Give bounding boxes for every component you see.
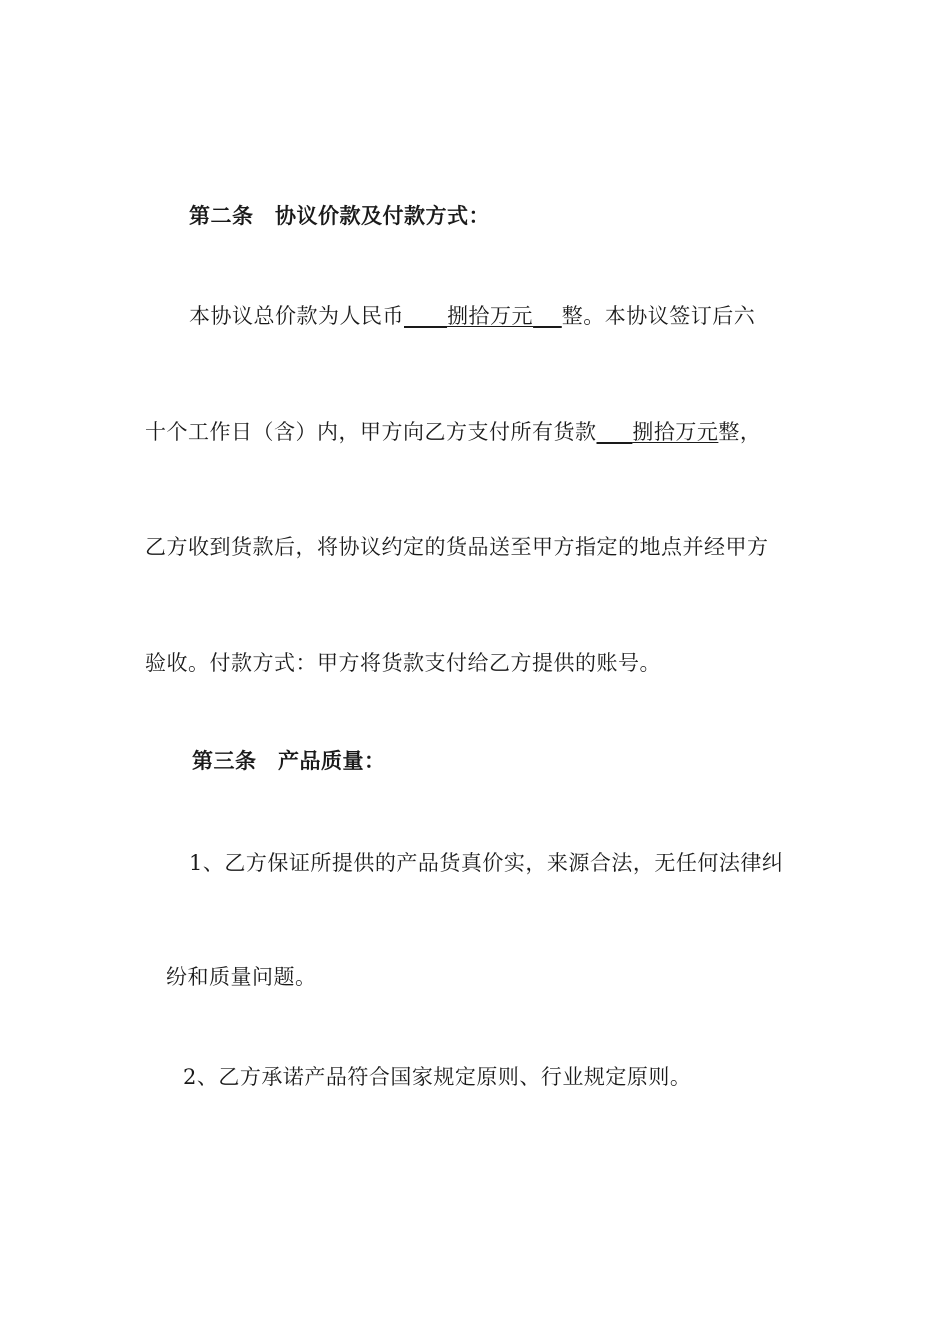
article-3-item-1-line-1: 1、乙方保证所提供的产品货真价实，来源合法，无任何法律纠 bbox=[189, 851, 784, 875]
article-2-line-1-after: 整。本协议签订后六 bbox=[561, 304, 756, 328]
article-3-item-1-line-2: 纷和质量问题。 bbox=[166, 965, 317, 989]
article-2-heading: 第二条 协议价款及付款方式： bbox=[189, 203, 490, 228]
payment-amount-total: 捌拾万元 bbox=[447, 304, 534, 328]
article-2-line-1-before: 本协议总价款为人民币 bbox=[189, 304, 404, 328]
article-2-line-2-after: 整， bbox=[718, 420, 762, 444]
article-2-line-4: 验收。付款方式：甲方将货款支付给乙方提供的账号。 bbox=[145, 651, 661, 675]
article-2-line-1 bbox=[189, 302, 755, 330]
article-3-heading: 第三条 产品质量： bbox=[192, 748, 386, 773]
blank-underline bbox=[597, 418, 633, 446]
payment-amount-goods: 捌拾万元 bbox=[632, 420, 719, 444]
blank-underline bbox=[533, 302, 562, 330]
article-2-line-2-before: 十个工作日（含）内，甲方向乙方支付所有货款 bbox=[145, 420, 597, 444]
article-2-line-2 bbox=[145, 418, 761, 446]
blank-underline bbox=[404, 302, 447, 330]
article-3-item-2: 2、乙方承诺产品符合国家规定原则、行业规定原则。 bbox=[183, 1065, 692, 1089]
article-2-line-3: 乙方收到货款后，将协议约定的货品送至甲方指定的地点并经甲方 bbox=[145, 535, 769, 559]
